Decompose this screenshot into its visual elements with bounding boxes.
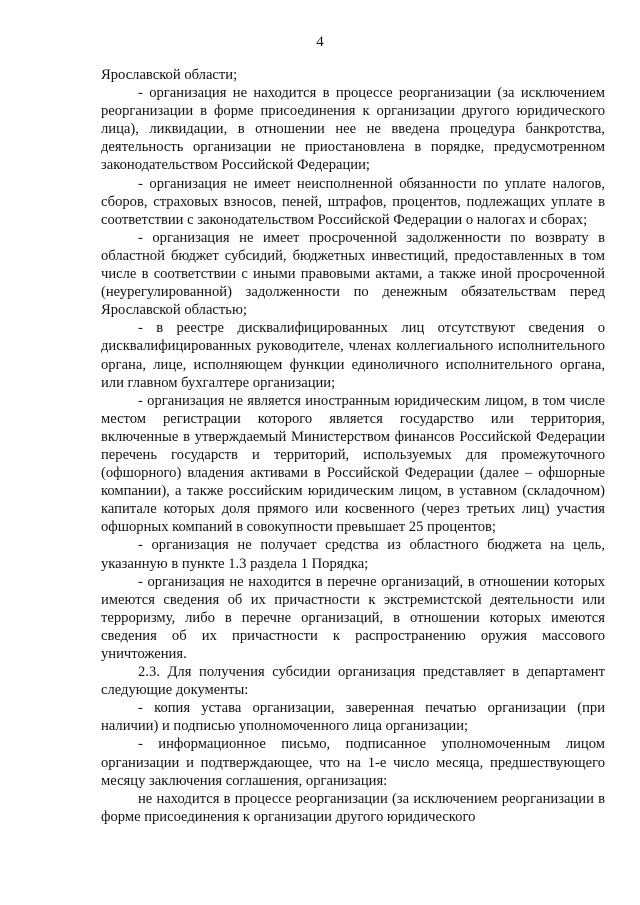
paragraph-no-overdue-debt: - организация не имеет просроченной задолженности по возврату в областной бюджет субсидий, бюджетных инвестиций, предоставленных в том числе в соответствии с иными правовыми актами, а также иной просроченной (неурегулированной) задолженности по денежным обязательствам перед Ярославской областью; bbox=[101, 229, 605, 319]
paragraph-continuation: Ярославской области; bbox=[101, 67, 238, 83]
paragraph-no-tax-debt: - организация не имеет неисполненной обязанности по уплате налогов, сборов, страховых взносов, пеней, штрафов, процентов, подлежащих уплате в соответствии с законодательством Российской Федерации о налогах и сборах; bbox=[101, 175, 605, 228]
paragraph-no-reorganization: - организация не находится в процессе реорганизации (за исключением реорганизации в форме присоединения к организации другого юридического лица), ликвидации, в отношении нее не введена процедура банкротства, деятельность организации не приостановлена в порядке, предусмотренном законодательством Российской Федерации; bbox=[101, 85, 605, 174]
page-number: 4 bbox=[316, 34, 324, 50]
paragraph-charter-copy: - копия устава организации, заверенная печатью организации (при наличии) и подписью уполномоченного лица организации; bbox=[101, 700, 605, 735]
paragraph-reorganization-clause: не находится в процессе реорганизации (за исключением реорганизации в форме присоединения к организации другого юридического bbox=[101, 790, 605, 825]
paragraph-info-letter: - информационное письмо, подписанное уполномоченным лицом организации и подтверждающее, что на 1-е число месяца, предшествующего месяцу заключения соглашения, организация: bbox=[101, 736, 605, 789]
document-body bbox=[101, 66, 605, 826]
paragraph-not-extremist-list: - организация не находится в перечне организаций, в отношении которых имеются сведения об их причастности к экстремистской деятельности или терроризму, либо в перечне организаций, в отношении которых имеются сведения об их причастности к распространению оружия массового уничтожения. bbox=[101, 573, 605, 662]
paragraph-not-foreign-entity: - организация не является иностранным юридическим лицом, в том числе местом регистрации которого является государство или территория, включенные в утверждаемый Министерством финансов Российской Федерации перечень государств и территорий, используемых для промежуточного (офшорного) владения активами в Российской Федерации (далее – офшорные компании), а также российским юридическим лицом, в уставном (складочном) капитале которых доля прямого или косвенного (через третьих лиц) участия офшорных компаний в совокупности превышает 25 процентов; bbox=[101, 392, 605, 536]
paragraph-no-regional-funds: - организация не получает средства из областного бюджета на цель, указанную в пункте 1.3 раздела 1 Порядка; bbox=[101, 537, 605, 572]
paragraph-section-2-3: 2.3. Для получения субсидии организация представляет в департамент следующие документы: bbox=[101, 664, 605, 699]
paragraph-disqualified-persons: - в реестре дисквалифицированных лиц отсутствуют сведения о дисквалифицированных руководителе, членах коллегиального исполнительного органа, лице, исполняющем функции единоличного исполнительного органа, или главном бухгалтере организации; bbox=[101, 320, 605, 391]
